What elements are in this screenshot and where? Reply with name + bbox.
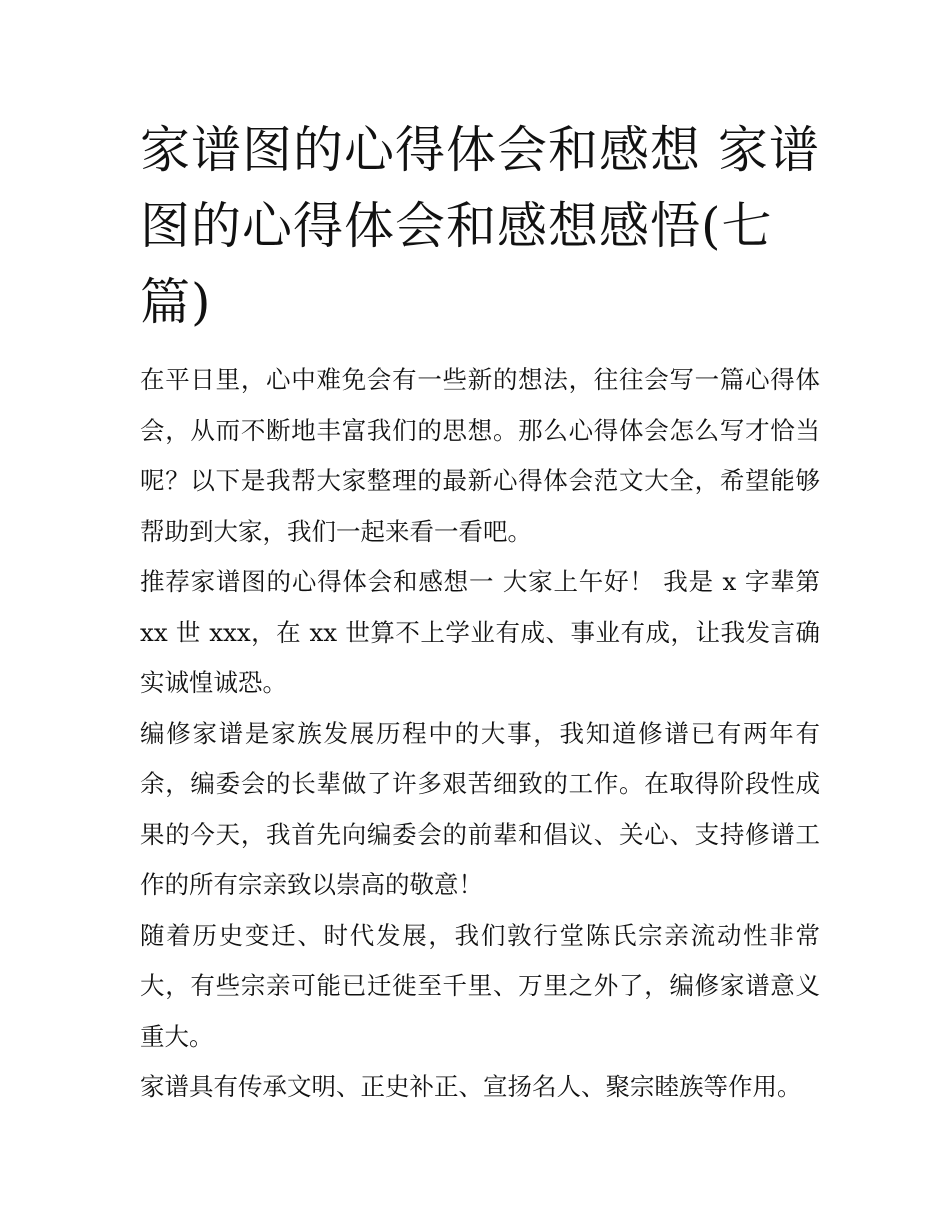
paragraph-purpose: 家谱具有传承文明、正史补正、宣扬名人、聚宗睦族等作用。 xyxy=(140,1072,802,1101)
paragraph-greeting: 推荐家谱图的心得体会和感想一 大家上午好！ 我是 x 字辈第 xx 世 xxx，在 xx 世算不上学业有成、事业有成，让我发言确实诚惶诚恐。 xyxy=(140,567,820,697)
document-body xyxy=(140,355,820,1113)
document-title: 家谱图的心得体会和感想 家谱图的心得体会和感想感悟(七篇) xyxy=(140,121,820,331)
paragraph-intro: 在平日里，心中难免会有一些新的想法，往往会写一篇心得体会，从而不断地丰富我们的思想。那么心得体会怎么写才恰当呢？以下是我帮大家整理的最新心得体会范文大全，希望能够帮助到大家，我们一起来看一看吧。 xyxy=(140,365,820,546)
paragraph-editing: 编修家谱是家族发展历程中的大事，我知道修谱已有两年有余，编委会的长辈做了许多艰苦细致的工作。在取得阶段性成果的今天，我首先向编委会的前辈和倡议、关心、支持修谱工作的所有宗亲致以崇高的敬意！ xyxy=(140,718,820,899)
paragraph-history: 随着历史变迁、时代发展，我们敦行堂陈氏宗亲流动性非常大，有些宗亲可能已迁徙至千里、万里之外了，编修家谱意义重大。 xyxy=(140,920,820,1051)
